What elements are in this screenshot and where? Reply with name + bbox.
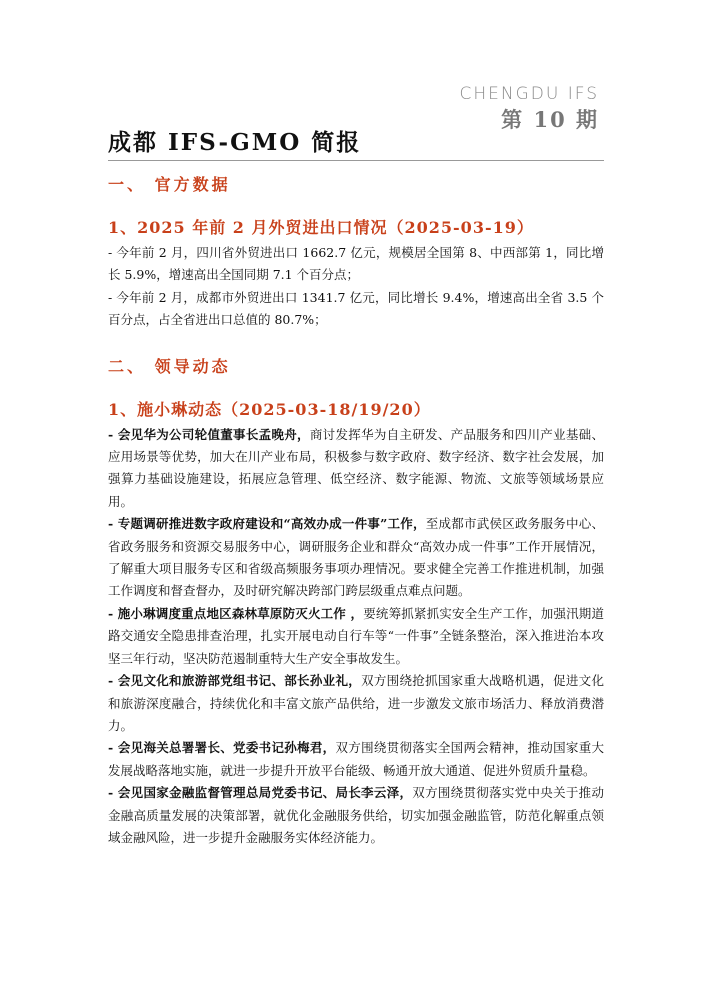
subsection-heading: 1、施小琳动态（2025-03-18/19/20） — [108, 399, 431, 419]
title-divider — [108, 160, 604, 161]
paragraph-lead: - 施小琳调度重点地区森林草原防灭火工作 ， — [108, 605, 364, 621]
paragraph-text: - 今年前 2 月，成都市外贸进出口 1341.7 亿元，同比增长 9.4%，增速高出全省 3.5 个百分点，占全省进出口总值的 80.7%； — [108, 289, 604, 328]
paragraph-lead: - 会见华为公司轮值董事长孟晚舟， — [108, 426, 310, 442]
paragraph-lead: - 会见海关总署署长、党委书记孙梅君， — [108, 740, 336, 756]
paragraph — [108, 242, 604, 287]
issue-number: 第 10 期 — [501, 107, 599, 132]
paragraph — [108, 513, 604, 603]
paragraph — [108, 287, 604, 332]
paragraph-lead: - 会见文化和旅游部党组书记、部长孙业礼， — [108, 673, 362, 689]
paragraph-text: 商讨发挥华为自主研发、产品服务和四川产业基础、应用场景等优势，加大在川产业布局，积极参与数字政府、数字经济、数字社会发展，加强算力基础设施建设，拓展应急管理、低空经济、数字能源、物流、文旅等领域场景应用。 — [108, 426, 604, 509]
paragraph — [108, 670, 604, 737]
main-content — [108, 172, 604, 849]
subsection-heading: 1、2025 年前 2 月外贸进出口情况（2025-03-19） — [108, 218, 534, 237]
paragraph — [108, 603, 604, 670]
paragraph-text: 至成都市武侯区政务服务中心、省政务服务和资源交易服务中心，调研服务企业和群众“高效办成一件事”工作开展情况，了解重大项目服务专区和省级高频服务事项办理情况。要求健全完善工作推进机制，加强工作调度和督查督办，及时研究解决跨部门跨层级重点难点问题。 — [108, 516, 604, 599]
section-official-data — [108, 172, 604, 332]
paragraph-lead: - 会见国家金融监督管理总局党委书记、局长李云泽， — [108, 785, 413, 801]
page-title: 成都 IFS-GMO 简报 — [108, 129, 362, 156]
subsection-shi-xiaolin — [108, 398, 604, 850]
paragraph — [108, 737, 604, 782]
paragraph-text: 双方围绕抢抓国家重大战略机遇，促进文化和旅游深度融合，持续优化和丰富文旅产品供给，进一步激发文旅市场活力、释放消费潜力。 — [108, 673, 604, 733]
section-leader-activities — [108, 354, 604, 850]
section-heading: 二、 领导动态 — [108, 356, 231, 376]
paragraph-text: - 今年前 2 月，四川省外贸进出口 1662.7 亿元，规模居全国第 8、中西部第 1，同比增长 5.9%，增速高出全国同期 7.1 个百分点； — [108, 245, 604, 283]
subsection-trade — [108, 216, 604, 332]
paragraph — [108, 782, 604, 849]
paragraph-text: 要统筹抓紧抓实安全生产工作，加强汛期道路交通安全隐患排查治理，扎实开展电动自行车等“一件事”全链条整治，深入推进治本攻坚三年行动，坚决防范遏制重特大生产安全事故发生。 — [108, 605, 604, 666]
paragraph-text: 双方围绕贯彻落实党中央关于推动金融高质量发展的决策部署，就优化金融服务供给，切实加强金融监管，防范化解重点领域金融风险，进一步提升金融服务实体经济能力。 — [108, 785, 604, 845]
paragraph — [108, 424, 604, 514]
brand-name: CHENGDU IFS — [459, 84, 599, 104]
paragraph-text: 双方围绕贯彻落实全国两会精神，推动国家重大发展战略落地实施，就进一步提升开放平台能级、畅通开放大通道、促进外贸质升量稳。 — [108, 740, 604, 778]
section-heading: 一、 官方数据 — [108, 175, 231, 194]
paragraph-lead: - 专题调研推进数字政府建设和“高效办成一件事”工作， — [108, 516, 426, 532]
